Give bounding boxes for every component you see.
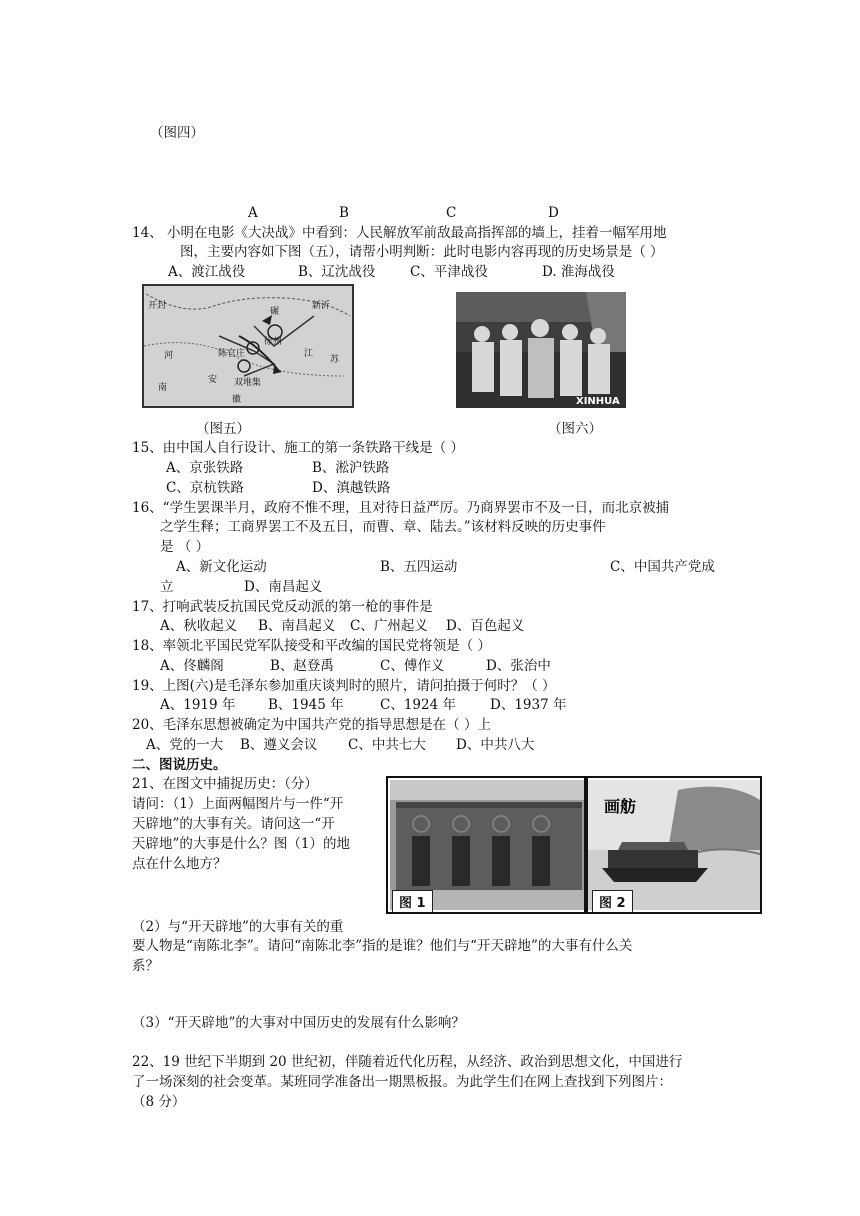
- q15-option-b: B、淞沪铁路: [312, 460, 390, 476]
- q16-line1: 16、“学生罢课半月，政府不惟不理，且对待日益严厉。乃商界罢市不及一日，而北京被捕: [132, 500, 670, 516]
- q21-p1-line1: 请问：（1）上面两幅图片与一件“开: [132, 796, 344, 812]
- photo-fig6: [456, 292, 626, 408]
- q18-option-a: A、佟麟阁: [160, 658, 224, 674]
- q17-option-d: D、百色起义: [446, 618, 525, 634]
- q21-p2-line3: 系？: [132, 958, 159, 974]
- q17-option-c: C、广州起义: [350, 618, 428, 634]
- map-label-an: 安: [208, 375, 218, 385]
- q21-p2-line2: 要人物是“南陈北李”。请问“南陈北李”指的是谁？他们与“开天辟地”的大事有什么关: [132, 938, 633, 954]
- map-label-nan: 南: [158, 383, 168, 393]
- q21-p3: （3）“开天辟地”的大事对中国历史的发展有什么影响？: [132, 1015, 465, 1031]
- map-label-xuzhou: 徐州: [264, 337, 283, 347]
- map-label-jiang: 江: [304, 349, 314, 359]
- q14-line1: 14、 小明在电影《大决战》中看到：人民解放军前敌最高指挥部的墙上，挂着一幅军用地: [132, 225, 667, 241]
- q21-p1-line3: 天辟地”的大事是什么？图（1）的地: [132, 836, 350, 852]
- q19-option-d: D、1937 年: [490, 697, 567, 713]
- q16-line3: 是 （ ）: [160, 539, 210, 555]
- q20-text: 20、毛泽东思想被确定为中国共产党的指导思想是在（ ）上: [132, 717, 491, 733]
- map-label-nian: 碾: [270, 307, 280, 317]
- q18-option-c: C、傅作义: [380, 658, 445, 674]
- map-fig5: [142, 284, 354, 408]
- q20-option-d: D、中共八大: [456, 737, 535, 753]
- option-letter-a: A: [248, 205, 258, 221]
- fig5-caption: （图五）: [196, 421, 250, 437]
- map-label-he: 河: [164, 351, 174, 361]
- q14-option-d: D. 淮海战役: [542, 264, 615, 280]
- q21-p1-line2: 天辟地”的大事有关。请问这一“开: [132, 816, 335, 832]
- q21-title: 21、在图文中捕捉历史：（分）: [132, 776, 318, 792]
- map-label-shuangduiji: 双堆集: [234, 378, 262, 388]
- q14-option-c: C、平津战役: [410, 264, 488, 280]
- map-label-kaifeng: 开封: [148, 301, 167, 311]
- option-letter-b: B: [339, 205, 349, 221]
- q19-option-b: B、1945 年: [268, 697, 344, 713]
- map-label-su: 苏: [330, 355, 340, 365]
- q19-option-c: C、1924 年: [380, 697, 456, 713]
- section-2-heading: 二、图说历史。: [132, 757, 227, 773]
- fig2-label: 图 2: [592, 890, 633, 913]
- q16-option-c: C、中国共产党成: [610, 559, 715, 575]
- fig2-title: 画舫: [604, 797, 637, 816]
- q16-line5a: 立: [160, 579, 174, 595]
- q16-option-d: D、南昌起义: [244, 579, 323, 595]
- q17-option-b: B、南昌起义: [258, 618, 336, 634]
- q21-figures: [386, 776, 762, 914]
- huaihai-map-drawing: [144, 286, 352, 406]
- chongqing-negotiation-photo: [456, 292, 626, 408]
- q20-option-a: A、党的一大: [146, 737, 224, 753]
- q16-line2: 之学生释；工商界罢工不及五日，而曹、章、陆去。”该材料反映的历史事件: [160, 519, 606, 535]
- q21-p1-line4: 点在什么地方？: [132, 856, 227, 872]
- q14-line2: 图，主要内容如下图（五），请帮小明判断：此时电影内容再现的历史场景是（ ）: [180, 244, 664, 260]
- q22-line1: 22、19 世纪下半期到 20 世纪初，伴随着近代化历程，从经济、政治到思想文化，中国进行: [132, 1054, 683, 1070]
- map-label-chenguanzhuang: 陈官庄: [218, 349, 246, 359]
- q17-text: 17、打响武装反抗国民党反动派的第一枪的事件是: [132, 599, 433, 615]
- q15-option-c: C、京杭铁路: [166, 480, 244, 496]
- q21-p2-line1: （2）与“开天辟地”的大事有关的重: [132, 919, 344, 935]
- q18-option-b: B、赵登禹: [270, 658, 334, 674]
- option-letter-d: D: [548, 205, 559, 221]
- q17-option-a: A、秋收起义: [160, 618, 238, 634]
- q16-option-a: A、新文化运动: [176, 559, 267, 575]
- q14-option-a: A、渡江战役: [168, 264, 246, 280]
- q22-line2: 了一场深刻的社会变革。某班同学准备出一期黑板报。为此学生们在网上查找到下列图片：: [132, 1074, 672, 1090]
- q15-option-d: D、滇越铁路: [312, 480, 391, 496]
- q20-option-b: B、遵义会议: [240, 737, 318, 753]
- q20-option-c: C、中共七大: [348, 737, 426, 753]
- option-letter-c: C: [446, 205, 457, 221]
- fig6-caption: （图六）: [548, 421, 602, 437]
- q19-text: 19、上图(六)是毛泽东参加重庆谈判时的照片，请问拍摄于何时？（ ）: [132, 678, 556, 694]
- q22-line3: （8 分）: [132, 1094, 186, 1110]
- q16-option-b: B、五四运动: [380, 559, 458, 575]
- q18-text: 18、率领北平国民党军队接受和平改编的国民党将领是（ ）: [132, 638, 491, 654]
- fig4-caption: （图四）: [150, 125, 204, 141]
- map-label-xinyi: 新沂: [312, 301, 331, 311]
- q14-option-b: B、辽沈战役: [298, 264, 376, 280]
- q15-option-a: A、京张铁路: [166, 460, 244, 476]
- photo6-watermark: XINHUA: [576, 396, 620, 407]
- q15-text: 15、由中国人自行设计、施工的第一条铁路干线是（ ）: [132, 440, 464, 456]
- fig1-label: 图 1: [392, 890, 433, 913]
- map-label-hui: 徽: [232, 395, 242, 405]
- q18-option-d: D、张治中: [486, 658, 551, 674]
- q19-option-a: A、1919 年: [160, 697, 236, 713]
